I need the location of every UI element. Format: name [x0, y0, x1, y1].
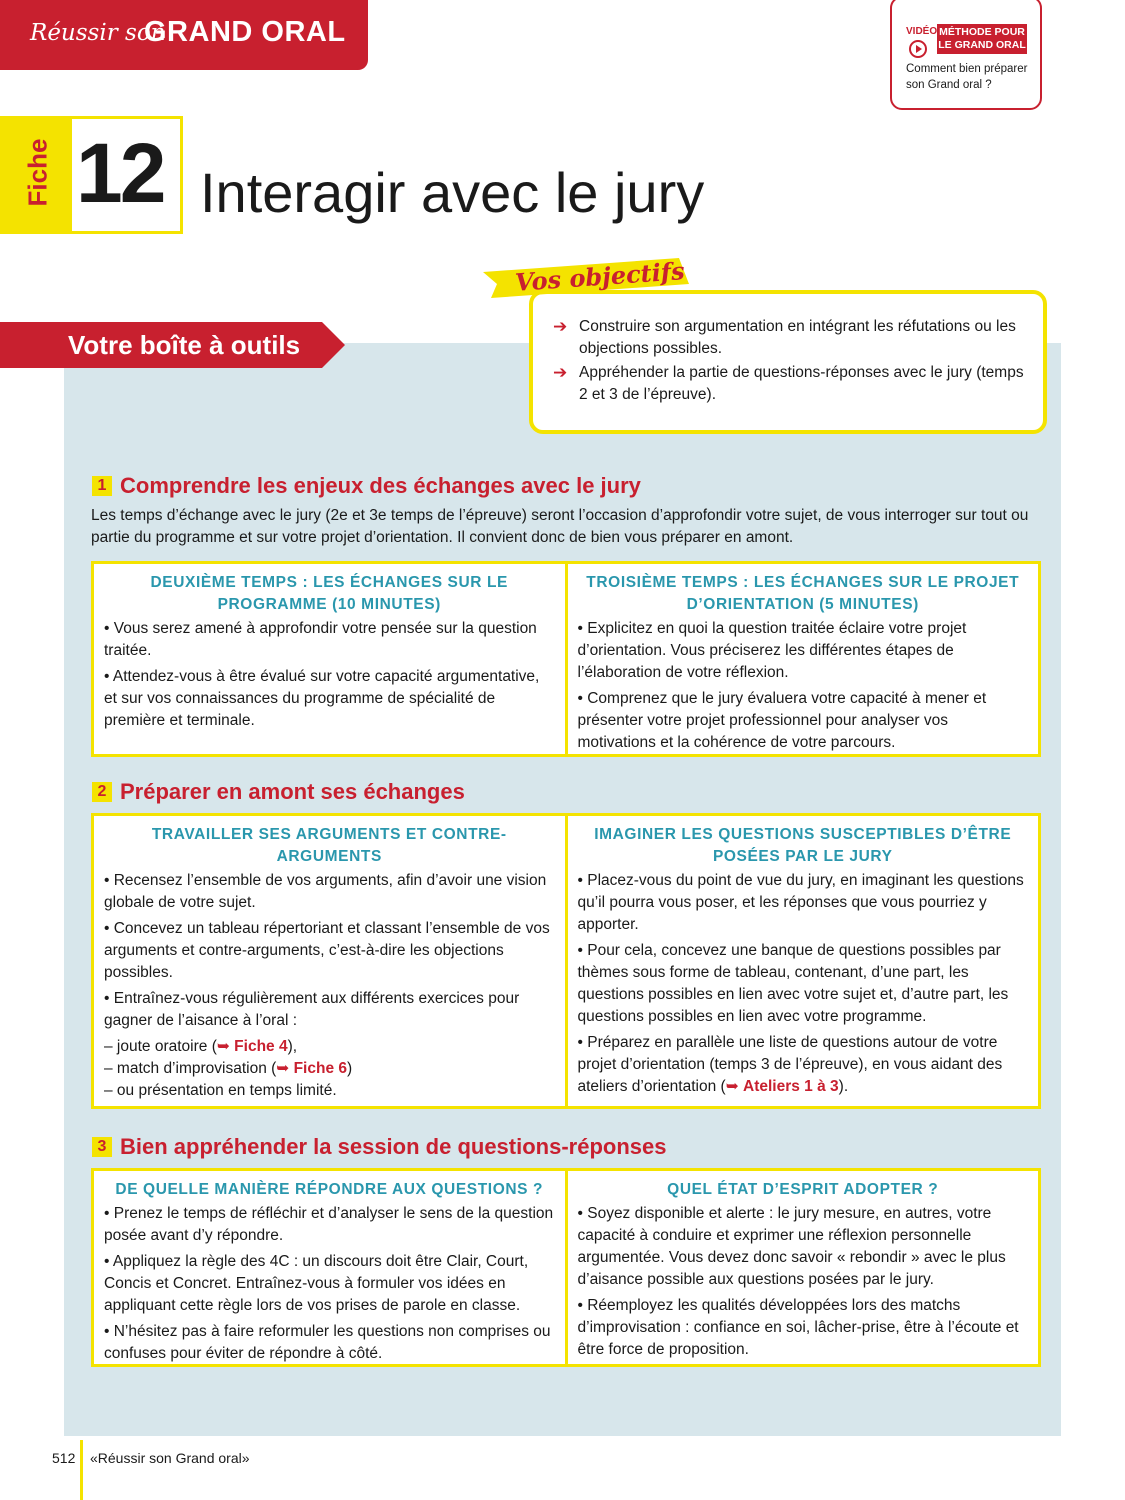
bullet-item: • Recensez l’ensemble de vos arguments, afin d’avoir une vision globale de votre sujet. [104, 872, 547, 911]
fiche-label: Fiche [22, 138, 53, 206]
objective-item: ➔ Construire son argumentation en intégrant les réfutations ou les objections possibles. [553, 317, 1016, 357]
video-tag: VIDÉO [906, 26, 938, 37]
toolbox-label: Votre boîte à outils [68, 330, 301, 360]
objectives-label: Vos objectifs [514, 256, 686, 297]
column-title: DE QUELLE MANIÈRE RÉPONDRE AUX QUESTIONS ? [115, 1181, 544, 1198]
section-3-title: 3 Bien appréhender la session de questions-réponses [92, 1134, 667, 1160]
bullet-item: • Placez-vous du point de vue du jury, en imaginant les questions qu’il pourra vous poser, et les réponses que vous pourriez y apporter. [577, 872, 1024, 933]
objective-item: ➔ Appréhender la partie de questions-réponses avec le jury (temps 2 et 3 de l’épreuve). [553, 363, 1024, 403]
table-column-left [94, 564, 565, 754]
column-title: TRAVAILLER SES ARGUMENTS ET CONTRE-ARGUMENTS [151, 826, 507, 865]
column-title: IMAGINER LES QUESTIONS SUSCEPTIBLES D’ÊTRE POSÉES PAR LE JURY [594, 826, 1012, 865]
list-item: – ou présentation en temps limité. [104, 1082, 337, 1099]
column-title: QUEL ÉTAT D’ESPRIT ADOPTER ? [667, 1181, 939, 1198]
column-title: DEUXIÈME TEMPS : LES ÉCHANGES SUR LE PROGRAMME (10 MINUTES) [150, 574, 508, 613]
bullet-item: • Entraînez-vous régulièrement aux différents exercices pour gagner de l’aisance à l’oral : [104, 990, 520, 1029]
bullet-item: • Soyez disponible et alerte : le jury mesure, en autres, votre capacité à conduire et exprimer une réflexion personnelle argumentée. Vous devez donc savoir « rebondir » avec le plus d’aisance possible aux questions posées par le jury. [577, 1205, 1006, 1288]
bullet-item: • Explicitez en quoi la question traitée éclaire votre projet d’orientation. Vous préciserez les différentes étapes de l’élaboration de votre réflexion. [577, 620, 967, 681]
arrow-right-icon: ➔ [553, 317, 568, 336]
section-2-title: 2 Préparer en amont ses échanges [92, 779, 465, 805]
header-script-text: Réussir son [30, 20, 166, 46]
section-2-table [91, 813, 1041, 1109]
footer-book-title: «Réussir son Grand oral» [90, 1450, 250, 1466]
fiche-link[interactable]: Fiche 4 [234, 1038, 288, 1055]
play-icon[interactable] [909, 40, 927, 58]
page-title: Interagir avec le jury [200, 161, 705, 224]
video-badge: MÉTHODE POUR LE GRAND ORAL [937, 24, 1027, 54]
objectives-box [529, 290, 1047, 434]
table-column-right [565, 816, 1039, 1106]
header-banner [0, 0, 368, 70]
fiche-link[interactable]: Fiche 6 [293, 1060, 348, 1077]
bullet-item: • Attendez-vous à être évalué sur votre capacité argumentative, et sur vos connaissances du programme de spécialité de première et terminale. [104, 668, 540, 729]
arrow-right-icon: ➥ [216, 1038, 235, 1055]
fiche-number: 12 [76, 126, 164, 220]
page-number: 512 [52, 1450, 76, 1466]
arrow-right-icon: ➥ [276, 1060, 294, 1077]
arrow-right-icon: ➥ [725, 1078, 743, 1095]
toolbox-ribbon [0, 322, 345, 368]
table-column-right [565, 564, 1039, 754]
section-3-table [91, 1168, 1041, 1367]
list-item: – joute oratoire (➥ Fiche 4), [104, 1038, 298, 1055]
column-title: TROISIÈME TEMPS : LES ÉCHANGES SUR LE PROJET D’ORIENTATION (5 MINUTES) [586, 574, 1020, 613]
section-1-title: 1 Comprendre les enjeux des échanges avec le jury [92, 473, 641, 499]
bullet-item: • Vous serez amené à approfondir votre pensée sur la question traitée. [104, 620, 537, 659]
table-column-left [94, 816, 565, 1106]
video-description: Comment bien préparer son Grand oral ? [906, 63, 1028, 91]
bullet-item: • Réemployez les qualités développées lors des matchs d’improvisation : confiance en soi, lâcher-prise, être à l’écoute et être force de proposition. [577, 1297, 1019, 1358]
section-1-intro: Les temps d’échange avec le jury (2e et 3e temps de l’épreuve) seront l’occasion d’approfondir votre sujet, de vous interroger sur tout ou partie du programme et sur votre projet d’orientation. Il convient donc de bien vous préparer en amont. [91, 507, 1029, 546]
bullet-item: • Appliquez la règle des 4C : un discours doit être Clair, Court, Concis et Concret. Entraînez-vous à formuler vos idées en appliquant cette règle lors de vos prises de parole en classe. [104, 1253, 529, 1314]
footer-divider [80, 1440, 83, 1500]
bullet-item: • Concevez un tableau répertoriant et classant l’ensemble de vos arguments et contre-arguments, c’est-à-dire les objections possibles. [104, 920, 550, 981]
table-column-left [94, 1171, 565, 1364]
ateliers-link[interactable]: Ateliers 1 à 3 [743, 1078, 839, 1095]
bullet-item: • Pour cela, concevez une banque de questions possibles par thèmes sous forme de tableau, contenant, d’une part, les questions possibles en lien avec votre sujet et, d’autre part, les questions possibles en lien avec votre programme. [577, 942, 1009, 1025]
bullet-item: • Comprenez que le jury évaluera votre capacité à mener et présenter votre projet professionnel pour analyser vos motivations et la cohérence de votre parcours. [577, 690, 987, 751]
bullet-item: • Préparez en parallèle une liste de questions autour de votre projet d’orientation (temps 3 de l’épreuve), en vous aidant des ateliers d’orientation (➥ Ateliers 1 à 3). [577, 1034, 1003, 1095]
section-number: 2 [92, 782, 112, 802]
section-1-table [91, 561, 1041, 757]
header-title: GRAND ORAL [144, 16, 346, 48]
video-link-box[interactable] [890, 0, 1042, 110]
arrow-right-icon: ➔ [553, 363, 568, 382]
bullet-item: • N’hésitez pas à faire reformuler les questions non comprises ou confuses pour éviter de répondre à côté. [104, 1323, 551, 1362]
bullet-item: • Prenez le temps de réfléchir et d’analyser le sens de la question posée avant d’y répondre. [104, 1205, 554, 1244]
section-number: 1 [92, 476, 112, 496]
list-item: – match d’improvisation (➥ Fiche 6) [104, 1060, 353, 1077]
objectives-flag [483, 258, 689, 300]
table-column-right [565, 1171, 1039, 1364]
section-number: 3 [92, 1137, 112, 1157]
